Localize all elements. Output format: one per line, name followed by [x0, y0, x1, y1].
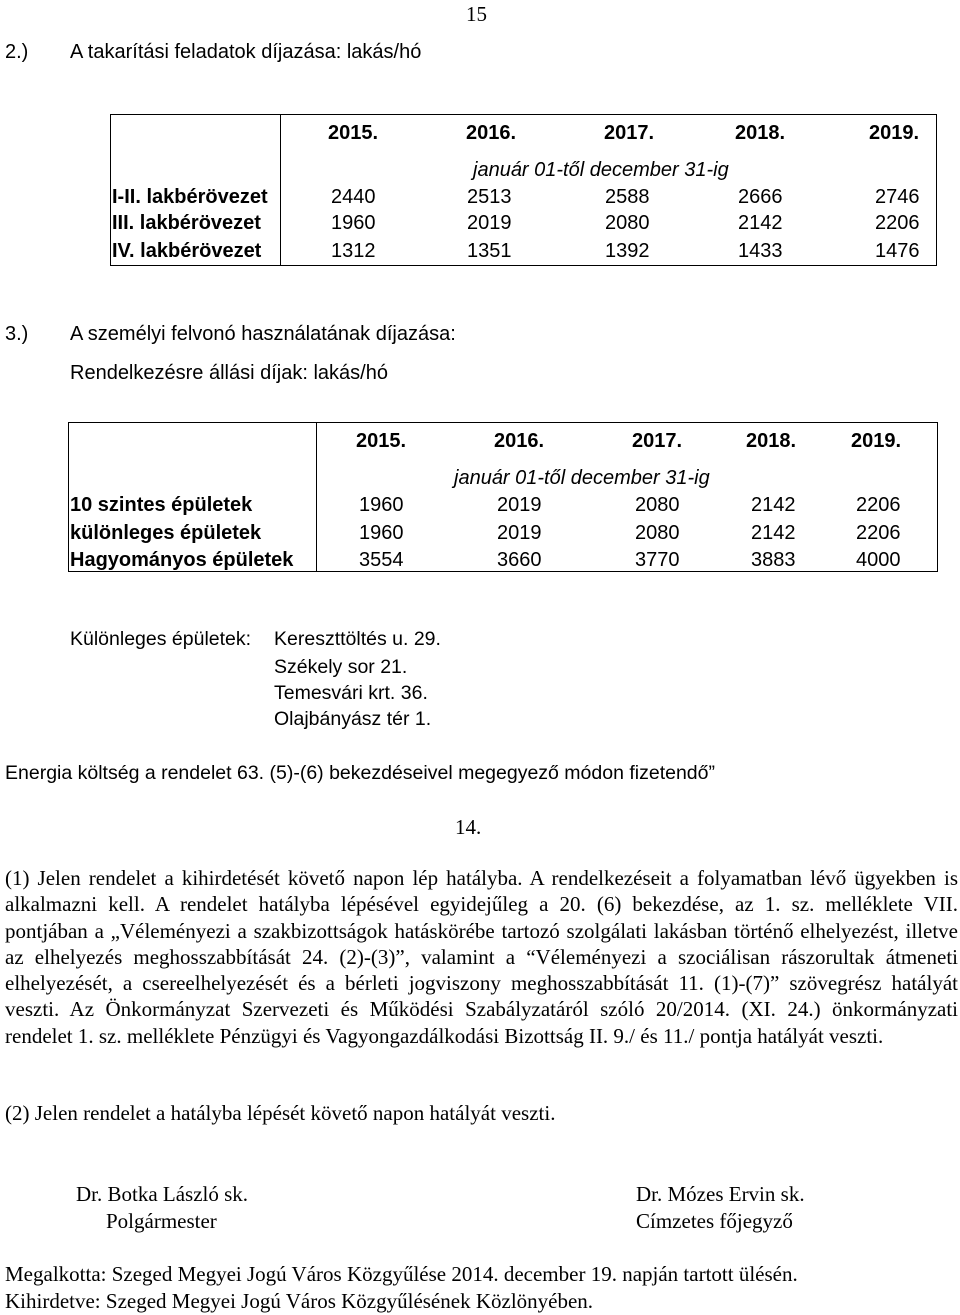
section-2-number: 2.): [5, 41, 29, 63]
value-cell: 3883: [751, 549, 796, 571]
section-3-subtitle: Rendelkezésre állási díjak: lakás/hó: [70, 362, 388, 384]
value-cell: 2142: [751, 522, 796, 544]
value-cell: 2080: [605, 212, 650, 234]
value-cell: 2206: [856, 494, 901, 516]
value-cell: 3554: [359, 549, 404, 571]
notary-title: Címzetes főjegyző: [636, 1209, 793, 1233]
table-divider: [316, 423, 317, 571]
section-3-title: A személyi felvonó használatának díjazása:: [70, 323, 456, 345]
period-label: január 01-től december 31-ig: [473, 159, 729, 181]
year-header: 2018.: [735, 122, 786, 144]
page-number: 15: [466, 2, 487, 26]
table-divider: [280, 115, 281, 265]
value-cell: 2142: [751, 494, 796, 516]
value-cell: 1960: [359, 494, 404, 516]
adopted-line: Megalkotta: Szeged Megyei Jogú Város Közgyűlése 2014. december 19. napján tartott ülésén.: [5, 1262, 798, 1286]
value-cell: 3770: [635, 549, 680, 571]
row-label: különleges épületek: [70, 522, 262, 544]
value-cell: 3660: [497, 549, 542, 571]
value-cell: 2019: [497, 522, 542, 544]
paragraph-2: (2) Jelen rendelet a hatályba lépését követő napon hatályát veszti.: [5, 1101, 556, 1125]
value-cell: 1476: [875, 240, 920, 262]
row-label: Hagyományos épületek: [70, 549, 294, 571]
value-cell: 2206: [875, 212, 920, 234]
value-cell: 1392: [605, 240, 650, 262]
value-cell: 1351: [467, 240, 512, 262]
value-cell: 1960: [359, 522, 404, 544]
year-header: 2017.: [632, 430, 683, 452]
value-cell: 1312: [331, 240, 376, 262]
row-label: IV. lakbérövezet: [112, 240, 262, 262]
year-header: 2018.: [746, 430, 797, 452]
address-line: Kereszttöltés u. 29.: [274, 628, 441, 650]
section-2-title: A takarítási feladatok díjazása: lakás/hó: [70, 41, 422, 63]
value-cell: 2666: [738, 186, 783, 208]
row-label: 10 szintes épületek: [70, 494, 253, 516]
published-line: Kihirdetve: Szeged Megyei Jogú Város Közgyűlésének Közlönyében.: [5, 1289, 594, 1313]
year-header: 2015.: [356, 430, 407, 452]
value-cell: 2019: [467, 212, 512, 234]
value-cell: 1433: [738, 240, 783, 262]
value-cell: 2019: [497, 494, 542, 516]
value-cell: 2746: [875, 186, 920, 208]
section-14-heading: 14.: [455, 815, 482, 839]
special-buildings-label: Különleges épületek:: [70, 628, 252, 650]
elevator-fee-table: [68, 422, 938, 572]
year-header: 2019.: [851, 430, 902, 452]
address-line: Székely sor 21.: [274, 656, 408, 678]
value-cell: 2142: [738, 212, 783, 234]
value-cell: 2513: [467, 186, 512, 208]
row-label: III. lakbérövezet: [112, 212, 261, 234]
mayor-title: Polgármester: [106, 1209, 217, 1233]
paragraph-1: (1) Jelen rendelet a kihirdetését követő napon lép hatályba. A rendelkezéseit a folyamatban lévő ügyekben is alkalmazni kell. A rendelet hatályba lépésével egyidejűleg a 20. (6) bekezdése, az 1. sz. melléklete VII. pontjában a „Véleményezi a szakbizottságok hatáskörébe tartozó szolgálati lakásban történő elhelyezést, illetve az elhelyezés meghosszabbítását 24. (2)-(3)”, valamint a “Véleményezi a szociálisan rászorultak átmeneti elhelyezését, a csereelhelyezését és a bérleti jogviszony meghosszabbítását 11. (1)-(7)” szövegrész hatályát veszti. Az Önkormányzat Szervezeti és Működési Szabályzatáról szóló 20/2014. (XI. 24.) önkormányzati rendelet 1. sz. melléklete Pénzügyi és Vagyongazdálkodási Bizottság II. 9./ és 11./ pontja hatályát veszti.: [5, 866, 958, 1048]
mayor-name: Dr. Botka László sk.: [76, 1182, 249, 1206]
year-header: 2015.: [328, 122, 379, 144]
year-header: 2019.: [869, 122, 920, 144]
year-header: 2017.: [604, 122, 655, 144]
notary-name: Dr. Mózes Ervin sk.: [636, 1182, 805, 1206]
cleaning-fee-table: [110, 114, 937, 266]
address-line: Temesvári krt. 36.: [274, 682, 428, 704]
section-3-number: 3.): [5, 323, 29, 345]
value-cell: 4000: [856, 549, 901, 571]
year-header: 2016.: [494, 430, 545, 452]
energy-note: Energia költség a rendelet 63. (5)-(6) bekezdéseivel megegyező módon fizetendő”: [5, 762, 715, 784]
row-label: I-II. lakbérövezet: [112, 186, 268, 208]
value-cell: 2206: [856, 522, 901, 544]
address-line: Olajbányász tér 1.: [274, 708, 432, 730]
value-cell: 2440: [331, 186, 376, 208]
value-cell: 2080: [635, 522, 680, 544]
value-cell: 1960: [331, 212, 376, 234]
value-cell: 2080: [635, 494, 680, 516]
year-header: 2016.: [466, 122, 517, 144]
value-cell: 2588: [605, 186, 650, 208]
period-label: január 01-től december 31-ig: [454, 467, 710, 489]
